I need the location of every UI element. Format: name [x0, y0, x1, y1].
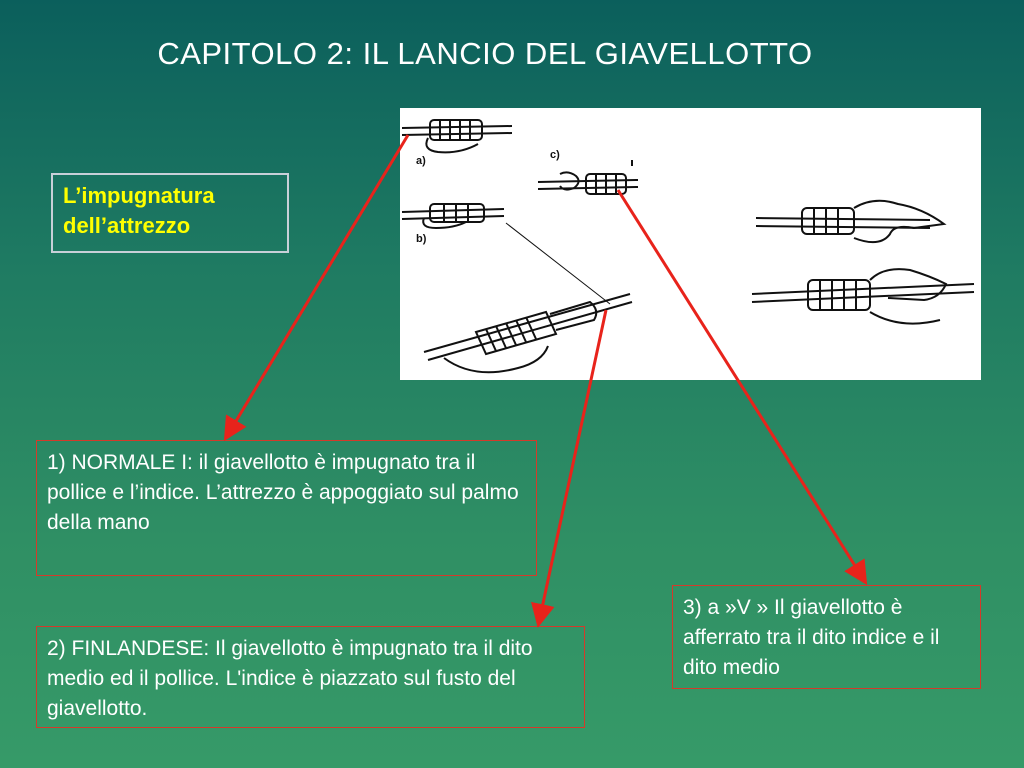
grip-illustration-a: [402, 120, 512, 152]
note-normale: 1) NORMALE I: il giavellotto è impugnato tra il pollice e l’indice. L’attrezzo è appoggiato sul palmo della mano: [36, 440, 537, 576]
grip-illustration-b: [402, 204, 504, 228]
grip-illustration-large: [424, 294, 632, 372]
slide-title: CAPITOLO 2: IL LANCIO DEL GIAVELLOTTO: [157, 36, 813, 71]
grip-label-line-1: L’impugnatura: [63, 183, 215, 208]
grip-label-box: [51, 173, 289, 253]
javelin-grip-illustration: [400, 108, 981, 380]
marker-b: b): [416, 233, 427, 245]
note-v-grip: 3) a »V » Il giavellotto è afferrato tra il dito indice e il dito medio: [672, 585, 981, 689]
grip-label-line-2: dell’attrezzo: [63, 213, 191, 238]
marker-a: a): [416, 155, 426, 167]
grip-illustration-right-upper: [756, 201, 944, 242]
grip-illustration-right-lower: [752, 269, 974, 323]
grip-illustration-c: [538, 160, 638, 194]
note-finlandese: 2) FINLANDESE: Il giavellotto è impugnato tra il dito medio ed il pollice. L'indice è piazzato sul fusto del giavellotto.: [36, 626, 585, 728]
marker-c: c): [550, 149, 560, 161]
